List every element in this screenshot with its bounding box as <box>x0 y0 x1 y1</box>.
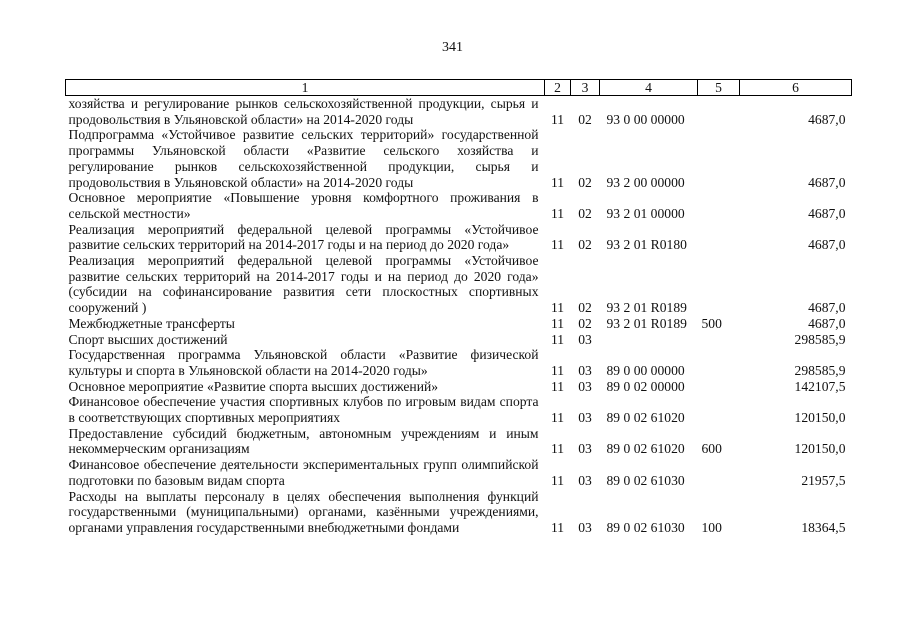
row-amount: 298585,9 <box>794 331 846 347</box>
row-expense-type <box>698 190 740 221</box>
row-section: 11 <box>550 331 565 347</box>
row-section: 11 <box>550 410 565 426</box>
row-name: Финансовое обеспечение участия спортивных клубов по игровым видам спорта в соответствующих спортивных мероприятиях <box>68 394 539 426</box>
row-subsection: 03 <box>578 331 592 347</box>
row-target-article: 89 0 02 61020 <box>606 441 685 457</box>
row-target-article <box>600 332 698 348</box>
row-section: 11 <box>550 111 565 127</box>
row-name: Межбюджетные трансферты <box>68 315 235 331</box>
row-expense-type <box>698 379 740 395</box>
row-expense-type <box>698 457 740 488</box>
row-subsection: 02 <box>578 315 592 331</box>
header-col-1: 1 <box>66 80 545 96</box>
row-expense-type: 100 <box>701 519 722 535</box>
row-target-article: 93 2 00 00000 <box>606 174 685 190</box>
table-row <box>66 190 852 221</box>
table-header <box>66 80 852 96</box>
row-target-article: 93 2 01 00000 <box>606 205 685 221</box>
row-amount: 4687,0 <box>808 315 846 331</box>
table-body <box>66 96 852 536</box>
row-section: 11 <box>550 205 565 221</box>
row-amount: 4687,0 <box>808 205 846 221</box>
row-section: 11 <box>550 237 565 253</box>
row-expense-type: 500 <box>701 315 722 331</box>
row-subsection: 03 <box>578 362 592 378</box>
table-row <box>66 127 852 190</box>
row-name: Реализация мероприятий федеральной целевой программы «Устойчивое развитие сельских территорий на 2014-2017 годы и на период до 2020 года» (субсидии на софинансирование развития сети плоскостных спортивных сооружений ) <box>68 253 539 316</box>
row-subsection: 02 <box>578 205 592 221</box>
row-expense-type <box>698 347 740 378</box>
row-amount: 21957,5 <box>801 472 846 488</box>
row-subsection: 03 <box>578 472 592 488</box>
row-subsection: 02 <box>578 174 592 190</box>
row-name: Основное мероприятие «Повышение уровня комфортного проживания в сельской местности» <box>68 190 539 221</box>
row-name: хозяйства и регулирование рынков сельскохозяйственной продукции, сырья и продовольствия в Ульяновской области» на 2014-2020 годы <box>68 96 539 127</box>
row-subsection: 03 <box>578 441 592 457</box>
header-col-4: 4 <box>600 80 698 96</box>
row-section: 11 <box>550 315 565 331</box>
row-target-article: 89 0 02 61030 <box>606 519 685 535</box>
table-row <box>66 96 852 128</box>
table-row <box>66 379 852 395</box>
row-target-article: 93 2 01 R0189 <box>606 315 687 331</box>
header-col-5: 5 <box>698 80 740 96</box>
table-row <box>66 394 852 425</box>
row-amount: 120150,0 <box>794 441 846 457</box>
row-target-article: 89 0 00 00000 <box>606 362 685 378</box>
table-row <box>66 253 852 316</box>
row-amount: 4687,0 <box>808 174 846 190</box>
table-row <box>66 489 852 536</box>
row-expense-type <box>698 253 740 316</box>
row-target-article: 89 0 02 61030 <box>606 472 685 488</box>
row-name: Расходы на выплаты персоналу в целях обеспечения выполнения функций государственными (муниципальными) органами, казёнными учреждениями, органами управления государственными внебюджетными фондами <box>68 488 539 535</box>
row-amount: 4687,0 <box>808 237 846 253</box>
header-col-3: 3 <box>571 80 600 96</box>
row-expense-type: 600 <box>701 441 722 457</box>
budget-table <box>65 79 852 536</box>
row-section: 11 <box>550 362 565 378</box>
row-name: Предоставление субсидий бюджетным, автономным учреждениям и иным некоммерческим организациям <box>68 425 539 457</box>
row-amount: 298585,9 <box>794 362 846 378</box>
row-target-article: 89 0 02 61020 <box>606 410 685 426</box>
row-expense-type <box>698 96 740 128</box>
table-row <box>66 316 852 332</box>
row-name: Государственная программа Ульяновской области «Развитие физической культуры и спорта в Ульяновской области на 2014-2020 годы» <box>68 347 539 378</box>
header-col-2: 2 <box>545 80 571 96</box>
row-name: Реализация мероприятий федеральной целевой программы «Устойчивое развитие сельских территорий на 2014-2017 годы и на период до 2020 года» <box>68 221 539 253</box>
row-target-article: 93 2 01 R0180 <box>606 237 687 253</box>
row-expense-type <box>698 394 740 425</box>
row-section: 11 <box>550 519 565 535</box>
row-subsection: 02 <box>578 300 592 316</box>
row-section: 11 <box>550 378 565 394</box>
row-amount: 4687,0 <box>808 300 846 316</box>
row-amount: 142107,5 <box>794 378 846 394</box>
table-row <box>66 347 852 378</box>
row-subsection: 03 <box>578 519 592 535</box>
header-col-6: 6 <box>740 80 852 96</box>
row-subsection: 02 <box>578 111 592 127</box>
row-expense-type <box>698 222 740 253</box>
row-section: 11 <box>550 300 565 316</box>
row-target-article: 93 2 01 R0189 <box>606 300 687 316</box>
table-row <box>66 332 852 348</box>
row-subsection: 02 <box>578 237 592 253</box>
row-section: 11 <box>550 174 565 190</box>
row-subsection: 03 <box>578 410 592 426</box>
row-section: 11 <box>550 472 565 488</box>
row-name: Подпрограмма «Устойчивое развитие сельских территорий» государственной программы Ульяновской области «Развитие сельского хозяйства и регулирование рынков сельскохозяйственной продукции, сырья и продовольствия в Ульяновской области» на 2014-2020 годы <box>68 127 539 190</box>
row-expense-type <box>698 127 740 190</box>
row-amount: 120150,0 <box>794 410 846 426</box>
row-amount: 4687,0 <box>808 111 846 127</box>
row-name: Спорт высших достижений <box>68 331 228 347</box>
table-row <box>66 222 852 253</box>
row-target-article: 93 0 00 00000 <box>606 111 685 127</box>
row-name: Основное мероприятие «Развитие спорта высших достижений» <box>68 378 439 394</box>
header-row <box>66 80 852 96</box>
table-row <box>66 457 852 488</box>
row-expense-type <box>698 332 740 348</box>
table-row <box>66 426 852 457</box>
row-amount: 18364,5 <box>801 519 846 535</box>
row-subsection: 03 <box>578 378 592 394</box>
row-section: 11 <box>550 441 565 457</box>
row-name: Финансовое обеспечение деятельности экспериментальных групп олимпийской подготовки по базовым видам спорта <box>68 457 539 488</box>
row-target-article: 89 0 02 00000 <box>606 378 685 394</box>
page-number: 341 <box>442 40 463 55</box>
